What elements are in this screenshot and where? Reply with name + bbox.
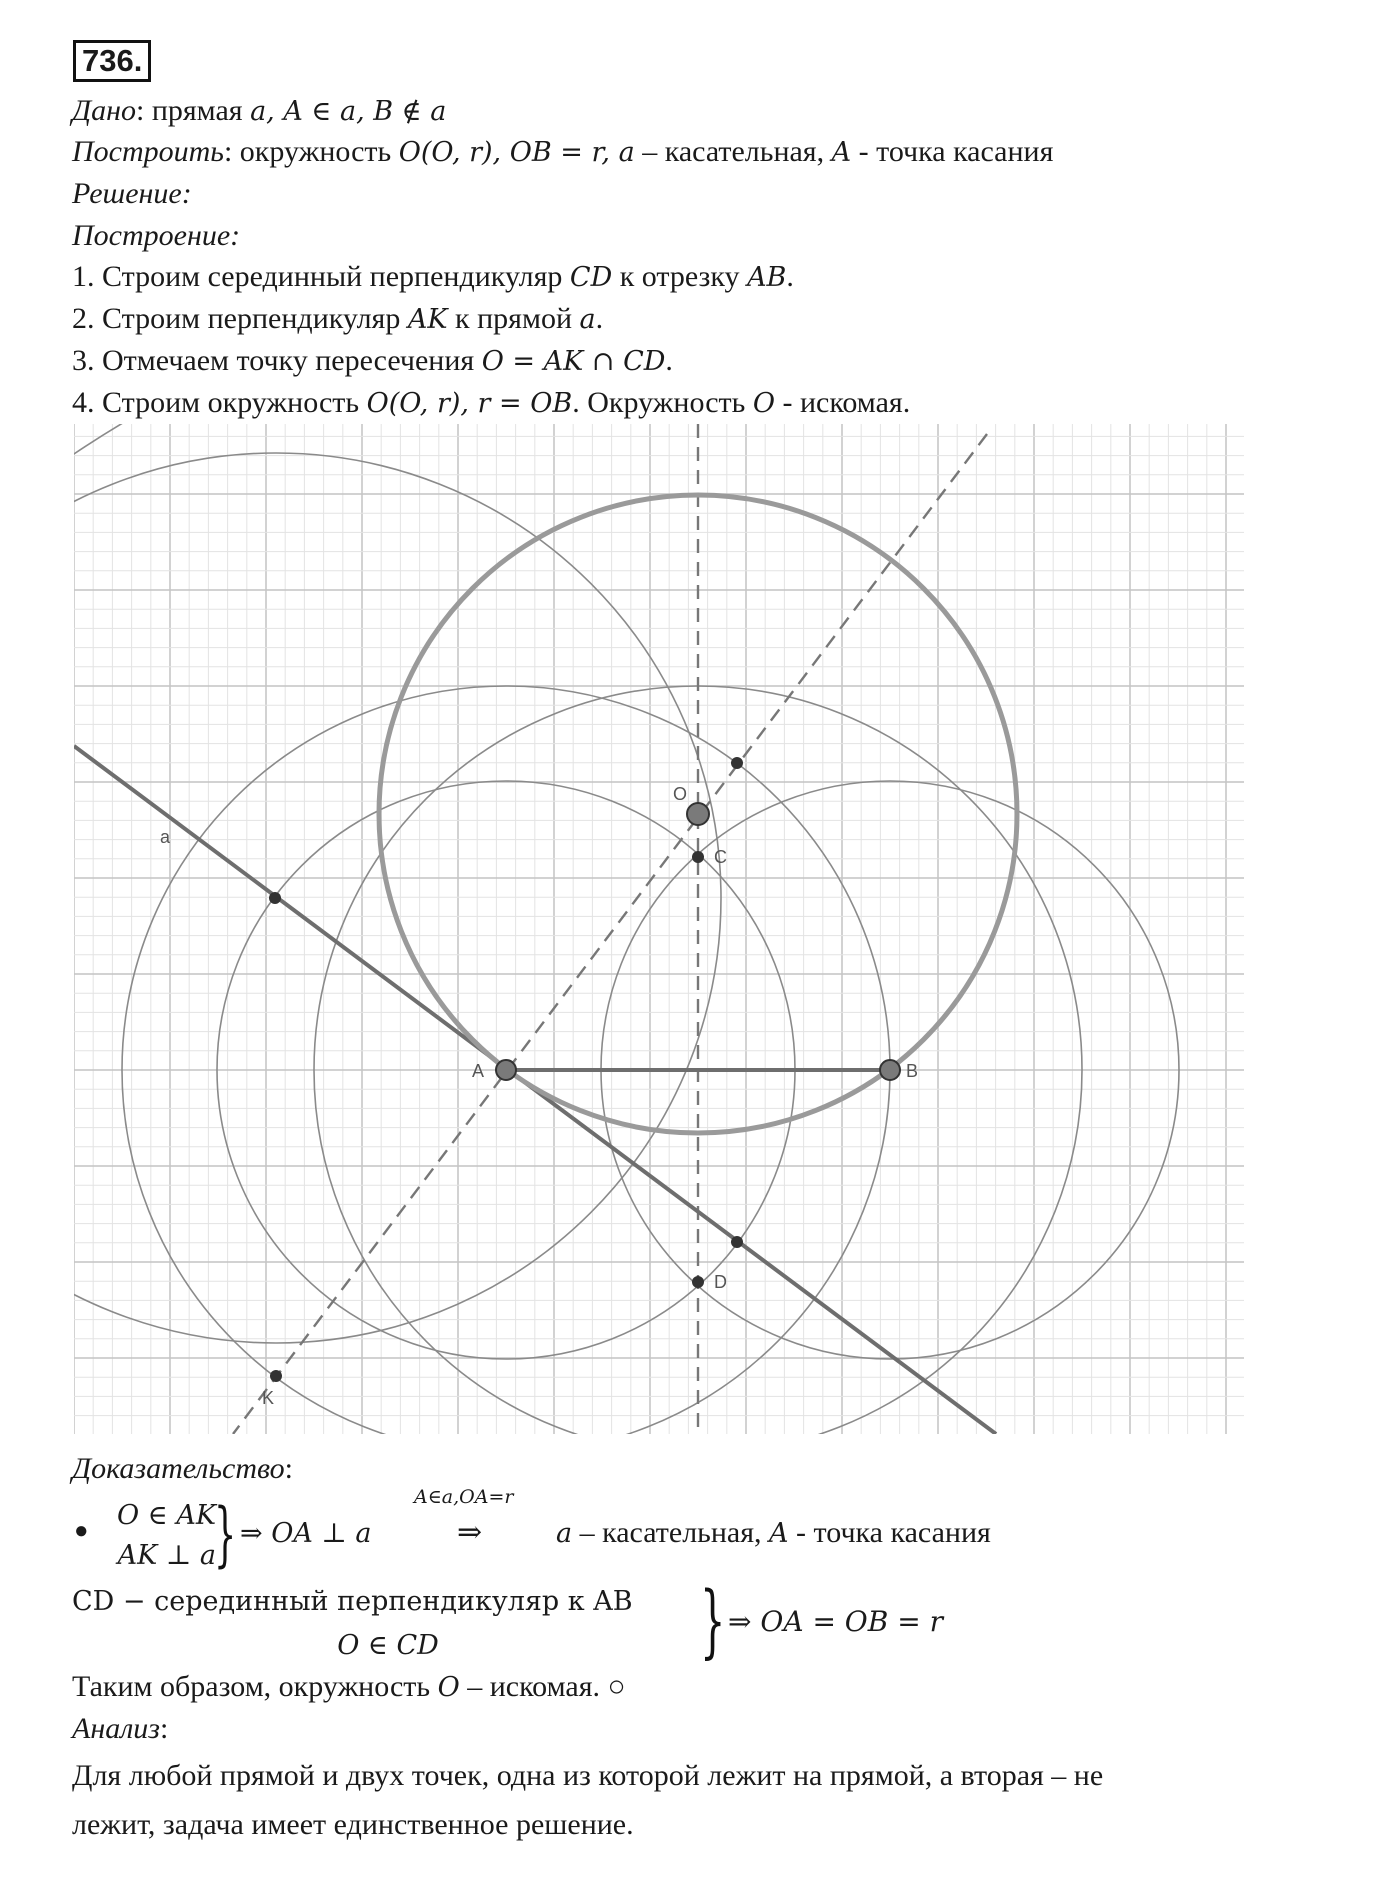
grid: [74, 424, 1244, 1434]
point-o: [687, 803, 709, 825]
condition-1-implication: [240, 1518, 372, 1549]
step-1: [72, 258, 794, 297]
conclusion-post: – искомая. ○: [459, 1670, 626, 1703]
given-line: [72, 92, 446, 131]
condition-1-over: A∈a,OA=r: [414, 1486, 514, 1508]
analysis-label-colon: :: [160, 1712, 169, 1745]
construction-figure: [74, 424, 1244, 1434]
condition-1-top: O ∈ AK: [117, 1500, 216, 1531]
step-4-mid: . Окружность: [572, 386, 753, 419]
solution-label: Решение:: [72, 177, 192, 210]
brace-2: }: [700, 1574, 726, 1667]
label-a-line: a: [160, 827, 171, 847]
construct-line: [72, 133, 1053, 172]
step-1-math-2: AB: [747, 262, 787, 293]
point-c: [692, 851, 704, 863]
intersection-point-bottom: [731, 1236, 743, 1248]
step-3-text: 3. Отмечаем точку пересечения: [72, 344, 482, 377]
proof-heading: [72, 1450, 293, 1488]
intersection-point-left: [269, 892, 281, 904]
label-b: B: [906, 1061, 919, 1081]
point-d: [692, 1276, 704, 1288]
condition-1-result-text: – касательная,: [572, 1516, 770, 1549]
step-3: [72, 342, 673, 381]
step-3-post: .: [665, 344, 673, 377]
condition-1-result-math-2: A: [769, 1518, 789, 1549]
step-2-math: AK: [407, 304, 448, 335]
proof-condition-1: [104, 1496, 216, 1576]
construct-tail-1: – касательная,: [634, 135, 832, 168]
condition-1-result: [556, 1516, 991, 1550]
step-4: [72, 384, 910, 423]
conclusion-math: O: [437, 1672, 460, 1703]
condition-1-result-math: a: [556, 1518, 573, 1549]
construct-math-2: A: [831, 137, 852, 168]
condition-2-bottom: O ∈ CD: [337, 1630, 439, 1661]
given-label: Дано: [72, 94, 136, 127]
condition-1-implies: ⇒ OA ⊥ a: [240, 1518, 372, 1549]
label-o: O: [673, 784, 688, 804]
step-4-math: O(O, r), r = OB: [366, 388, 573, 419]
step-2: [72, 300, 603, 339]
condition-2-result: ⇒ OA = OB = r: [728, 1605, 943, 1638]
intersection-point-top: [731, 757, 743, 769]
condition-2-top: CD − серединный перпендикуляр к AB: [72, 1586, 633, 1617]
conclusion-text: Таким образом, окружность: [72, 1670, 438, 1703]
step-4-math-2: O: [752, 388, 775, 419]
point-b: [880, 1060, 900, 1080]
analysis-line-1: Для любой прямой и двух точек, одна из которой лежит на прямой, а вторая – не: [72, 1759, 1104, 1792]
label-k: K: [262, 1388, 275, 1408]
proof-label: Доказательство: [72, 1452, 285, 1485]
step-4-text: 4. Строим окружность: [72, 386, 367, 419]
label-d: D: [714, 1272, 727, 1292]
label-a: A: [472, 1061, 485, 1081]
step-2-post: .: [595, 302, 604, 335]
proof-label-colon: :: [284, 1452, 293, 1485]
step-1-text: 1. Строим серединный перпендикуляр: [72, 260, 570, 293]
step-4-post: - искомая.: [774, 386, 911, 419]
construct-tail-2: - точка касания: [851, 135, 1054, 168]
step-2-mid: к прямой: [447, 302, 580, 335]
condition-1-bottom: AK ⊥ a: [117, 1540, 216, 1571]
condition-1-result-text-2: - точка касания: [788, 1516, 991, 1549]
conclusion: [72, 1668, 626, 1707]
step-1-mid: к отрезку: [612, 260, 748, 293]
step-3-math: O = AK ∩ CD: [481, 346, 666, 377]
proof-condition-2: [72, 1580, 704, 1668]
analysis-line-2: лежит, задача имеет единственное решение.: [72, 1808, 634, 1841]
construct-text: : окружность: [223, 135, 399, 168]
step-2-math-2: a: [579, 304, 596, 335]
point-a: [496, 1060, 516, 1080]
brace-1: }: [214, 1493, 237, 1575]
build-label: Построение:: [72, 219, 241, 252]
problem-number: 736.: [73, 40, 151, 82]
circle-auxiliary-left: [74, 453, 721, 1343]
label-c: C: [714, 847, 727, 867]
analysis-label: Анализ: [72, 1712, 160, 1745]
construct-math: O(O, r), OB = r, a: [398, 137, 635, 168]
step-1-math: CD: [569, 262, 613, 293]
point-k: [270, 1370, 282, 1382]
construct-label: Построить: [72, 135, 224, 168]
proof-bullet: ●: [74, 1518, 89, 1544]
analysis-heading: [72, 1710, 168, 1748]
condition-1-arrow: ⇒: [457, 1515, 483, 1550]
given-math: a, A ∈ a, B ∉ a: [250, 96, 447, 127]
circle-auxiliary-big: [74, 424, 1244, 1434]
step-1-post: .: [786, 260, 794, 293]
step-2-text: 2. Строим перпендикуляр: [72, 302, 408, 335]
perpendicular-ak: [233, 434, 987, 1434]
given-text: : прямая: [135, 94, 251, 127]
construction-lines: [74, 424, 1244, 1434]
